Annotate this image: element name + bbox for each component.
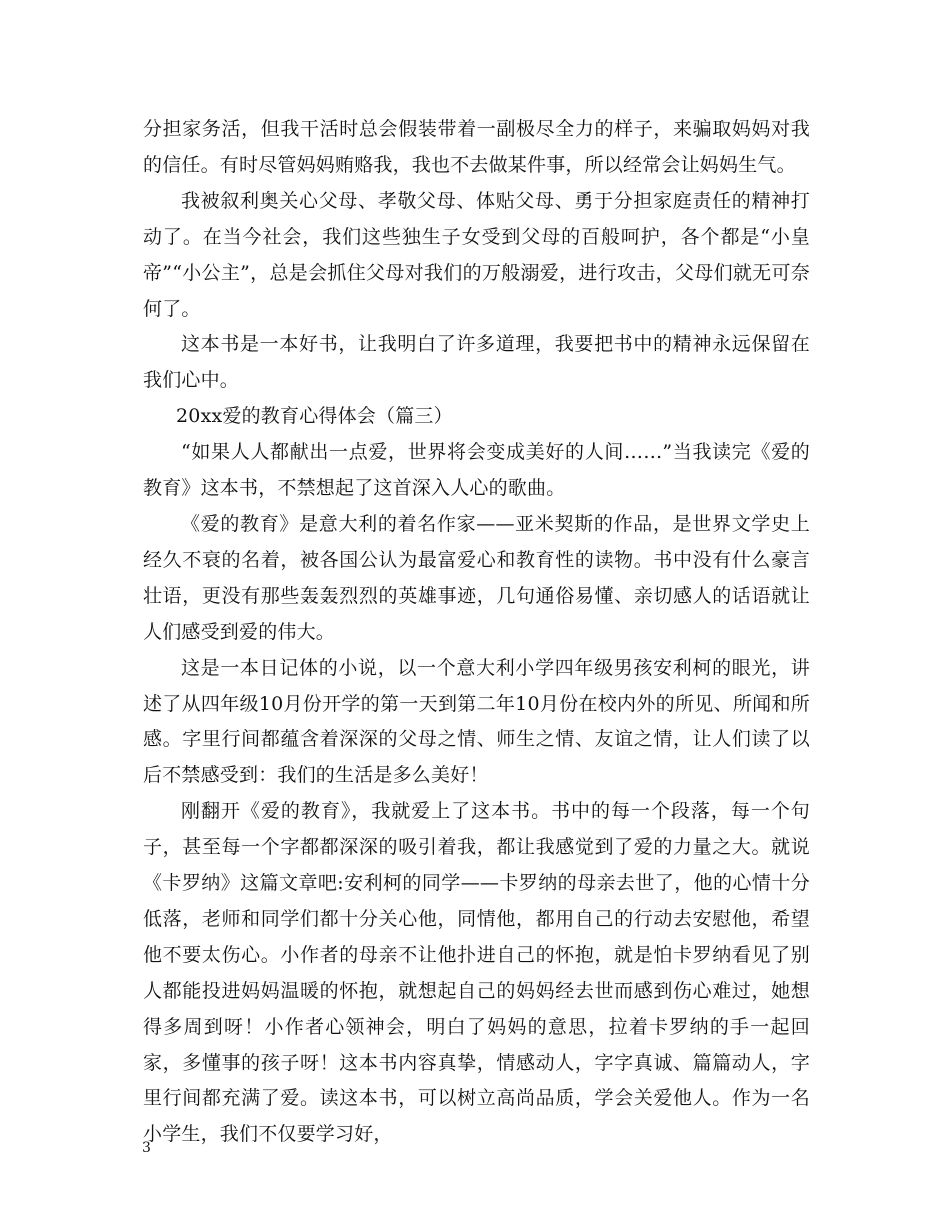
paragraph-good-book: 这本书是一本好书，让我明白了许多道理，我要把书中的精神永远保留在我们心中。 bbox=[143, 333, 810, 392]
body-text bbox=[143, 112, 810, 1153]
paragraph-book-intro: 《爱的教育》是意大利的着名作家——亚米契斯的作品，是世界文学史上经久不衰的名着，被各国公认为最富爱心和教育性的读物。书中没有什么豪言壮语，更没有那些轰轰烈烈的英雄事迹，几句通俗易懂、亲切感人的话语就让人们感受到爱的伟大。 bbox=[143, 512, 810, 643]
paragraph-diary-novel: 这是一本日记体的小说，以一个意大利小学四年级男孩安利柯的眼光，讲述了从四年级10月份开学的第一天到第二年10月份在校内外的所见、所闻和所感。字里行间都蕴含着深深的父母之情、师生之情、友谊之情，让人们读了以后不禁感受到：我们的生活是多么美好！ bbox=[143, 656, 810, 787]
section-heading: 20xx爱的教育心得体会（篇三） bbox=[176, 405, 453, 428]
paragraph-shuliao-spirit: 我被叙利奥关心父母、孝敬父母、体贴父母、勇于分担家庭责任的精神打动了。在当今社会，我们这些独生子女受到父母的百般呵护，各个都是“小皇帝”“小公主”，总是会抓住父母对我们的万般溺爱，进行攻击，父母们就无可奈何了。 bbox=[143, 189, 810, 320]
paragraph-karona: 刚翻开《爱的教育》，我就爱上了这本书。书中的每一个段落，每一个句子，甚至每一个字都都深深的吸引着我，都让我感觉到了爱的力量之大。就说《卡罗纳》这篇文章吧:安利柯的同学——卡罗纳的母亲去世了，他的心情十分低落，老师和同学们都十分关心他，同情他，都用自己的行动去安慰他，希望他不要太伤心。小作者的母亲不让他扑进自己的怀抱，就是怕卡罗纳看见了别人都能投进妈妈温暖的怀抱，就想起自己的妈妈经去世而感到伤心难过，她想得多周到呀！小作者心领神会，明白了妈妈的意思，拉着卡罗纳的手一起回家，多懂事的孩子呀！这本书内容真挚，情感动人，字字真诚、篇篇动人，字里行间都充满了爱。读这本书，可以树立高尚品质，学会关爱他人。作为一名小学生，我们不仅要学习好， bbox=[143, 800, 810, 1146]
paragraph-continuation: 分担家务活，但我干活时总会假装带着一副极尽全力的样子，来骗取妈妈对我的信任。有时尽管妈妈贿赂我，我也不去做某件事，所以经常会让妈妈生气。 bbox=[143, 118, 810, 176]
paragraph-song-quote: “如果人人都献出一点爱，世界将会变成美好的人间……”当我读完《爱的教育》这本书，不禁想起了这首深入人心的歌曲。 bbox=[143, 441, 810, 500]
page-number: 3 bbox=[142, 1140, 151, 1156]
